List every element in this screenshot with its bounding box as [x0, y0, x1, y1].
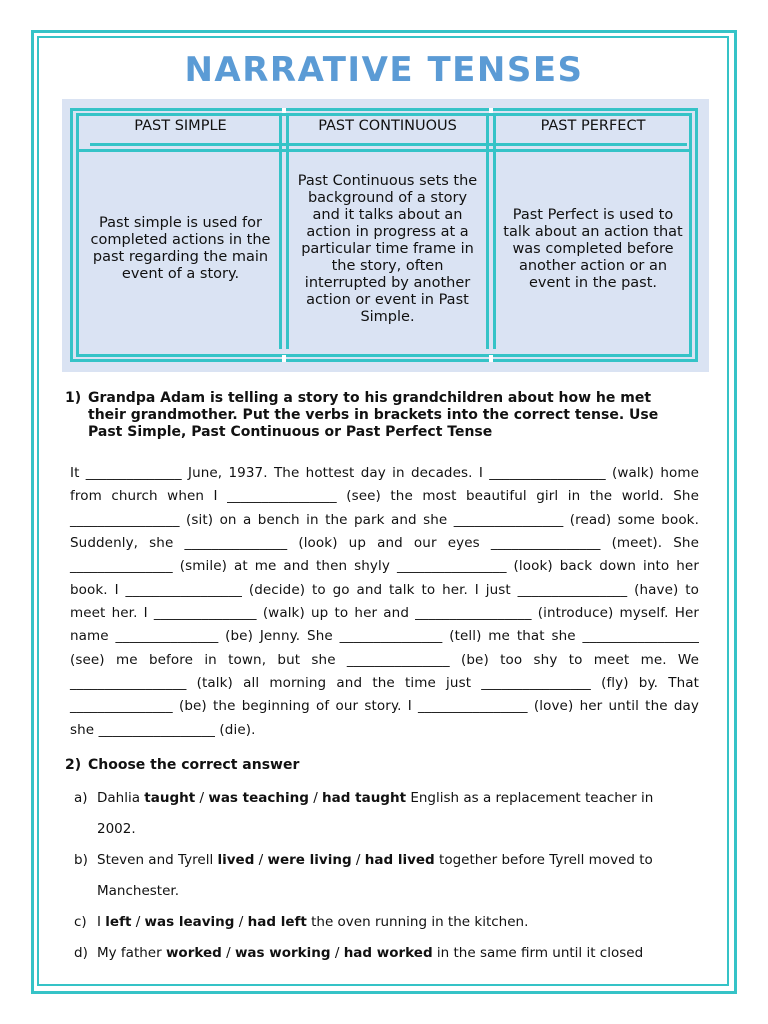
choice-separator: /	[221, 945, 235, 961]
question-1-gap-fill-text: It ______________ June, 1937. The hottest day in decades. I _________________ (walk) home from church when I ________________ (see) the most beautiful girl in the world. She ________________ (sit) on a bench in the park and she ________________ (read) some book. Suddenly, she _______________ (look) up and our eyes ________________ (meet). She _______________ (smile) at me and then shyly ________________ (look) back down into her book. I _________________ (decide) to go and talk to her. I just ________________ (have) to meet her. I _______________ (walk) up to her and _________________ (introduce) myself. Her name _______________ (be) Jenny. She _______________ (tell) me that she _________________ (see) me before in town, but she _______________ (be) too shy to meet me. We _________________ (talk) all morning and the time just ________________ (fly) by. That _______________ (be) the beginning of our story. I ________________ (love) her until the day she _________________ (die).	[70, 465, 699, 738]
choice-separator: /	[234, 914, 248, 930]
option-b-choice-1[interactable]: lived	[217, 852, 255, 868]
option-b-sentence	[97, 845, 697, 907]
table-column-divider	[486, 113, 489, 349]
option-c-letter: c)	[74, 914, 87, 930]
choice-separator: /	[131, 914, 145, 930]
choice-separator: /	[254, 852, 268, 868]
choice-separator: /	[330, 945, 344, 961]
option-d-choice-3[interactable]: had worked	[343, 945, 433, 961]
table-junction-gap	[282, 108, 286, 113]
option-d-text: in the same firm until it closed	[432, 945, 644, 961]
choice-separator: /	[195, 790, 209, 806]
table-junction-gap	[282, 355, 286, 362]
option-a-letter: a)	[74, 790, 88, 806]
table-cell-past-perfect: Past Perfect is used to talk about an action that was completed before another action or an event in the past.	[503, 206, 683, 291]
option-c-choice-1[interactable]: left	[105, 914, 132, 930]
question-1-instruction: Grandpa Adam is telling a story to his grandchildren about how he met their grandmother. Put the verbs in brackets into the correct tense. Use Past Simple, Past Continuous or Past Perfect Tense	[88, 390, 659, 440]
option-c-choice-3[interactable]: had left	[247, 914, 307, 930]
choice-separator: /	[308, 790, 323, 806]
option-c-text: I	[97, 914, 106, 930]
table-junction-gap	[489, 355, 493, 362]
option-b-text: Manchester.	[97, 883, 179, 899]
table-cell-past-continuous: Past Continuous sets the background of a story and it talks about an action in progress at a particular time frame in the story, often interrupted by another action or event in Past Simple.	[297, 172, 478, 325]
option-a-text: Dahlia	[97, 790, 145, 806]
page-title: NARRATIVE TENSES	[184, 50, 584, 90]
question-2-number: 2)	[65, 757, 82, 773]
option-b-text: Steven and Tyrell	[97, 852, 218, 868]
option-b-text: together before Tyrell moved to	[434, 852, 653, 868]
table-header-rule	[90, 143, 687, 146]
table-cell-past-simple: Past simple is used for completed actions in the past regarding the main event of a story.	[90, 215, 271, 282]
option-c-text: the oven running in the kitchen.	[306, 914, 529, 930]
choice-separator: /	[351, 852, 365, 868]
option-a-text: English as a replacement teacher in	[406, 790, 654, 806]
option-c-choice-2[interactable]: was leaving	[144, 914, 235, 930]
option-d-text: My father	[97, 945, 166, 961]
table-header-past-perfect: PAST PERFECT	[540, 118, 646, 134]
table-header-past-simple: PAST SIMPLE	[134, 118, 227, 134]
option-d-choice-1[interactable]: worked	[165, 945, 222, 961]
option-b-choice-2[interactable]: were living	[267, 852, 352, 868]
table-column-divider	[279, 113, 282, 349]
option-a-choice-2[interactable]: was teaching	[208, 790, 309, 806]
option-a-choice-3[interactable]: had taught	[322, 790, 407, 806]
question-1-number: 1)	[65, 390, 82, 406]
table-header-past-continuous: PAST CONTINUOUS	[318, 118, 457, 134]
option-a-text: 2002.	[97, 821, 136, 837]
option-c-sentence	[97, 907, 697, 938]
option-b-choice-3[interactable]: had lived	[364, 852, 435, 868]
option-b-letter: b)	[74, 852, 88, 868]
option-a-sentence	[97, 783, 697, 845]
table-junction-gap	[489, 108, 493, 113]
option-d-choice-2[interactable]: was working	[234, 945, 331, 961]
option-a-choice-1[interactable]: taught	[144, 790, 196, 806]
question-2-instruction: Choose the correct answer	[88, 757, 300, 773]
option-d-sentence	[97, 938, 697, 969]
option-d-letter: d)	[74, 945, 88, 961]
